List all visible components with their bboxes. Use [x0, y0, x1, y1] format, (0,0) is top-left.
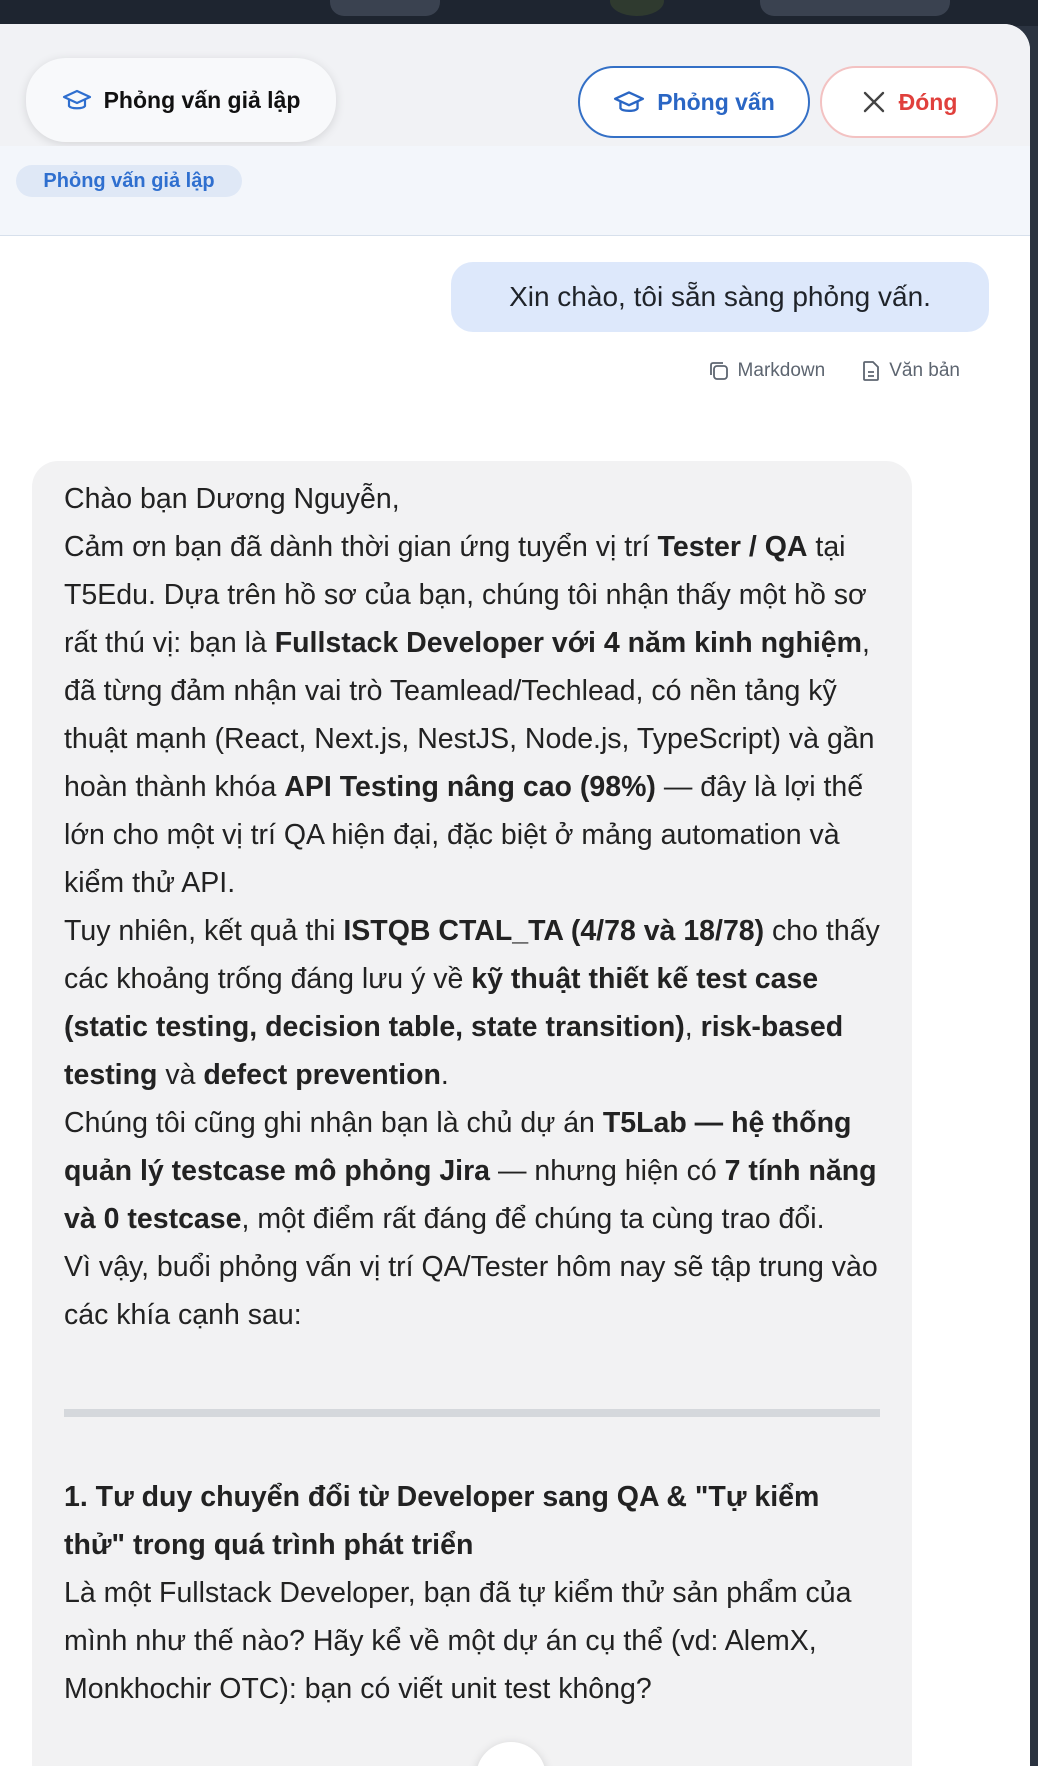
graduation-cap-icon	[613, 89, 645, 115]
copy-actions	[708, 360, 960, 382]
copy-markdown-label: Markdown	[737, 360, 826, 381]
copy-text-button[interactable]	[861, 360, 960, 382]
window-control-blob	[330, 0, 440, 16]
copy-text-label: Văn bản	[889, 360, 960, 381]
user-message: Xin chào, tôi sẵn sàng phỏng vấn.	[451, 262, 989, 332]
interview-panel	[0, 24, 1030, 1766]
close-button-label: Đóng	[898, 88, 958, 115]
section-heading-1: 1. Tư duy chuyển đổi từ Developer sang QA & "Tự kiểm thử" trong quá trình phát triển	[64, 1481, 820, 1561]
copy-icon	[708, 360, 730, 382]
paragraph-intro: Cảm ơn bạn đã dành thời gian ứng tuyển vị trí Tester / QA tại T5Edu. Dựa trên hồ sơ của bạn, chúng tôi nhận thấy một hồ sơ rất thú vị: bạn là Fullstack Developer với 4 năm kinh nghiệm, đã từng đảm nhận vai trò Teamlead/Techlead, có nền tảng kỹ thuật mạnh (React, Next.js, NestJS, Node.js, TypeScript) và gần hoàn thành khóa API Testing nâng cao (98%) — đây là lợi thế lớn cho một vị trí QA hiện đại, đặc biệt ở mảng automation và kiểm thử API.	[64, 531, 875, 899]
document-icon	[861, 360, 881, 382]
header-title-pill	[26, 58, 336, 142]
assistant-message	[32, 461, 912, 1766]
interview-button-label: Phỏng vấn	[657, 88, 775, 115]
copy-markdown-button[interactable]	[708, 360, 826, 382]
mode-tag: Phỏng vấn giả lập	[16, 165, 242, 197]
graduation-cap-icon	[62, 88, 92, 112]
paragraph-gaps: Tuy nhiên, kết quả thi ISTQB CTAL_TA (4/78 và 18/78) cho thấy các khoảng trống đáng lưu ý về kỹ thuật thiết kế test case (static testing, decision table, state transition), risk-based testing và defect prevention.	[64, 915, 880, 1091]
app-icon	[610, 0, 664, 16]
paragraph-project: Chúng tôi cũng ghi nhận bạn là chủ dự án T5Lab — hệ thống quản lý testcase mô phỏng Jira — nhưng hiện có 7 tính năng và 0 testcase, một điểm rất đáng để chúng ta cùng trao đổi.	[64, 1107, 877, 1235]
header-title: Phỏng vấn giả lập	[103, 86, 301, 113]
paragraph-focus: Vì vậy, buổi phỏng vấn vị trí QA/Tester hôm nay sẽ tập trung vào các khía cạnh sau:	[64, 1251, 878, 1331]
divider	[64, 1409, 880, 1417]
panel-header	[0, 24, 1030, 146]
tab-blob	[760, 0, 950, 16]
section-1-body: Là một Fullstack Developer, bạn đã tự kiểm thử sản phẩm của mình như thế nào? Hãy kể về một dự án cụ thể (vd: AlemX, Monkhochir OTC): bạn có viết unit test không?	[64, 1577, 852, 1705]
greeting: Chào bạn Dương Nguyễn,	[64, 483, 400, 515]
interview-button[interactable]	[578, 66, 810, 138]
close-button[interactable]	[820, 66, 998, 138]
close-icon	[861, 89, 887, 115]
os-top-bar	[0, 0, 1038, 26]
